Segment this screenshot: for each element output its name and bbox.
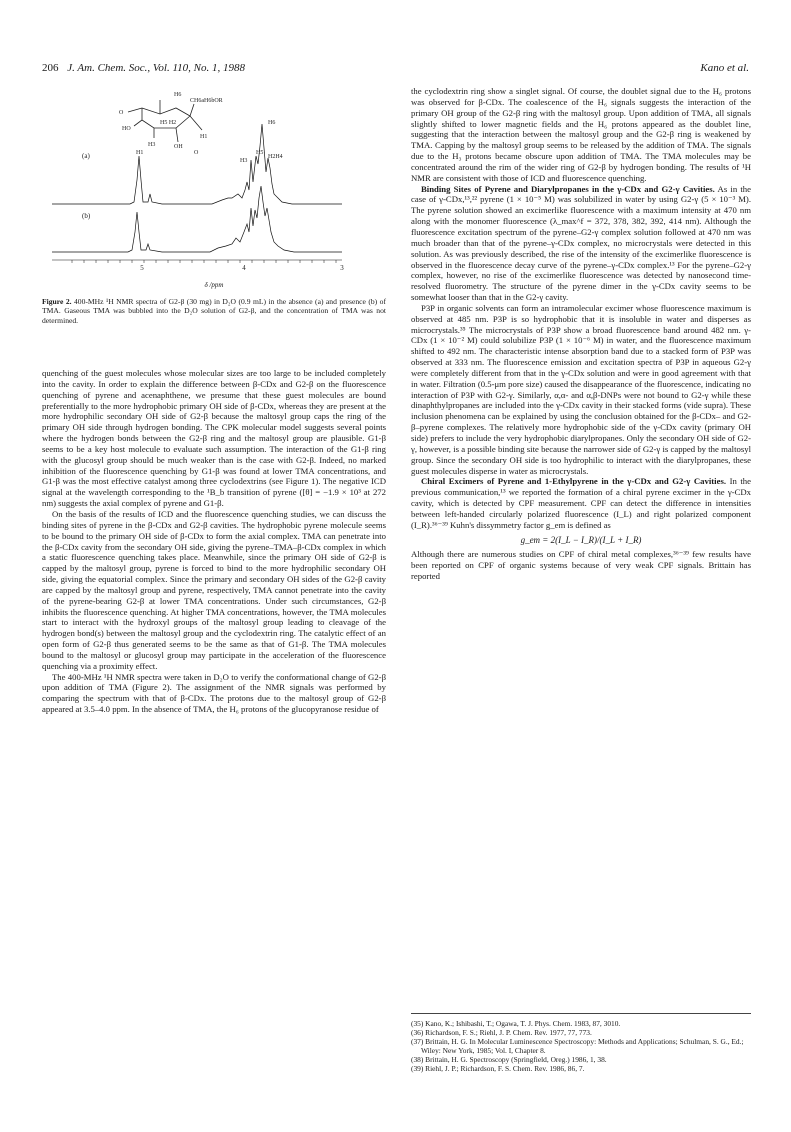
page-number: 206 [42, 62, 59, 74]
panel-a-label: (a) [82, 152, 90, 160]
peak-h2h4-label: H2H4 [268, 154, 283, 160]
section-heading: Chiral Excimers of Pyrene and 1-Ethylpyrene in the γ-CDx and G2-γ Cavities. [421, 476, 726, 487]
journal-citation: J. Am. Chem. Soc., Vol. 110, No. 1, 1988 [67, 62, 245, 74]
reference-item: (37) Brittain, H. G. In Molecular Luminescence Spectroscopy: Methods and Applications; Schulman, S. G., Ed.; Wiley: New York, 1985; Vol. I, Chapter 8. [411, 1037, 744, 1056]
running-header [42, 62, 749, 78]
caption-label: Figure 2. [42, 297, 72, 306]
header-left [42, 62, 245, 74]
paragraph: quenching of the guest molecules whose molecular sizes are too large to be included completely into the cavity. In order to explain the difference between β-CDx and G2-β on the fluorescence quenching of pyrene and acenaphthene, we presume that these guest molecules are bound preferentially to the more hydrophobic primary OH side of β-CDx, whereas they are present at the more hydrophilic secondary OH side of G2-β because the maltosyl group caps the ring of the primary OH side through hydrogen bonding. The CPK molecular model suggests several points where the hydrogen bonds between the G2-β ring and the maltosyl group are plausible. G1-β seems to be a key host molecule to evaluate such assumption. The interaction of the G1-β ring with the glucosyl group should be much weaker than is the case with G2-β. Indeed, no marked inhibition of the fluorescence quenching by G1-β was found at lower TMA concentrations, and G1-β was the most effective catalyst among three cyclodextrins (see Figure 1). The negative ICD signal at the wavelength corresponding to the ¹B_b transition of pyrene ([θ] = −1.9 × 10³ at 272 nm) suggests the axial complex of pyrene and G1-β. [42, 368, 386, 509]
nmr-figure [42, 86, 386, 276]
struct-h1-label: H1 [200, 134, 208, 140]
struct-o-left-label: O [119, 110, 124, 116]
x-axis-ticks [72, 260, 336, 263]
struct-ho-label: HO [122, 126, 131, 132]
struct-h6-label: H6 [174, 92, 182, 98]
paragraph: On the basis of the results of ICD and the fluorescence quenching studies, we can discuss the binding sites of pyrene in the β-CDx and G2-β cavities. The hydrophobic pyrene molecule seems to be bound to the primary OH side of β-CDx to form the axial complex. TMA can penetrate into the β-CDx cavity from the secondary OH side, giving the pyrene–TMA–β-CDx complex in which a static fluorescence quenching takes place. Meanwhile, since the primary OH side of G2-β is capped by the maltosyl group, pyrene is forced to bind to the more hydrophilic secondary OH side, giving the equatorial complex. Since the primary and secondary OH sides of the G2-β cavity are capped by the maltosyl group and pyrene, respectively, TMA cannot penetrate into the cavity of the pyrene-bearing G2-β at lower TMA concentrations. Under such circumstances, G2-β inhibits the fluorescence quenching. At higher TMA concentrations, however, the TMA molecules start to interact with the hydroxyl groups of the maltosyl group leading to cleavage of the hydrogen bond(s) between the maltosyl group and the cyclodextrin ring. The catalytic effect of an open form of G2-β thus generated seems to be the same as that of G1-β. The TMA molecules bound to the maltosyl or glucosyl group may participate in the acceleration of the fluorescence quenching via a proximity effect. [42, 508, 386, 671]
struct-substituent-label: CH6aH6bOR [190, 98, 223, 104]
header-authors: Kano et al. [700, 62, 749, 74]
reference-item: (36) Richardson, F. S.; Riehl, J. P. Chem. Rev. 1977, 77, 773. [411, 1028, 592, 1038]
tick-label-5: 5 [140, 264, 144, 272]
figure-2 [42, 86, 386, 276]
struct-h5h2-label: H5 H2 [160, 120, 177, 126]
tick-label-4: 4 [242, 264, 246, 272]
section-heading: Binding Sites of Pyrene and Diarylpropanes in the γ-CDx and G2-γ Cavities. [421, 183, 715, 194]
struct-o-bottom-label: O [194, 150, 199, 156]
paragraph: Chiral Excimers of Pyrene and 1-Ethylpyrene in the γ-CDx and G2-γ Cavities. In the previous communication,¹³ we reported the formation of a chiral pyrene excimer in the γ-CDx cavity, which is detected by CPF measurement. CPF can detect the difference in intensities between left-handed circularly polarized fluorescence (I_L) and right polarized component (I_R).³⁶⁻³⁹ Kuhn's dissymmetry factor g_em is defined as [411, 476, 751, 530]
spectrum-a-trace [52, 124, 342, 204]
paragraph: Although there are numerous studies on CPF of chiral metal complexes,³⁶⁻³⁹ few results have been reported on CPF of organic systems because of very weak CPF signals. Brittain has reported [411, 549, 751, 582]
paragraph: the cyclodextrin ring show a singlet signal. Of course, the doublet signal due to the H₆ protons was observed for β-CDx. The coalescence of the H₆ signals suggests the interaction of the primary OH group of the G2-β ring with the maltosyl group. Upon addition of TMA, all signals slightly shifted to lower magnetic fields and the H₆ protons appeared as the doublet line, suggesting that the interaction between the maltosyl group and the G2-β ring is weakened by TMA. Capping by the maltosyl group seems to be released by the addition of TMA. The signals due to the H₃ protons became obscure upon addition of TMA. The TMA molecules may be concentrated around the rim of the wider ring of G2-β by hydrogen bonding. The results of ¹H NMR are consistent with those of ICD and fluorescence quenching. [411, 86, 751, 183]
peak-h6-label: H6 [268, 120, 276, 126]
struct-h3-label: H3 [148, 142, 156, 148]
tick-label-3: 3 [340, 264, 344, 272]
peak-h5-label: H5 [256, 150, 264, 156]
peak-h3-label: H3 [240, 158, 248, 164]
caption-text: 400-MHz ¹H NMR spectra of G2-β (30 mg) in D₂O (0.9 mL) in the absence (a) and presence (b) of TMA. Gaseous TMA was bubbled into the D₂O solution of G2-β, and the concentration of TMA was not determined. [42, 297, 386, 325]
reference-item: (35) Kano, K.; Ishibashi, T.; Ogawa, T. J. Phys. Chem. 1983, 87, 3010. [411, 1019, 621, 1028]
paragraph: P3P in organic solvents can form an intramolecular excimer whose fluorescence maximum is observed at 485 nm. P3P is so hydrophobic that it is insoluble in water and disperses as microcrystals.³⁵ The microcrystals of P3P show a broad fluorescence band around 482 nm. γ-CDx (1 × 10⁻² M) could solubilize P3P (1 × 10⁻⁶ M) in water, and the fluorescence maximum shifted to 492 nm. The characteristic intense absorption band due to a stacked form of P3P was observed at 333 nm. The fluorescence emission and excitation spectra of P3P in aqueous G2-γ were completely different from that in the γ-CDx solution and were in good agreement with that in water. Filtration (0.5-μm pore size) caused the disappearance of the fluorescence, indicating no interaction of P3P with G2-γ. Similarly, α,α- and α,β-DNPs were not bound to G2-γ while these dinaphthylpropanes are included into the γ-CDx cavity in their stacked forms (vide supra). These inclusion phenomena can be explained by using the conclusion obtained for the β-CDx– and G2-β–pyrene complexes. The relatively more hydrophobic side of the γ-CDx cavity (primary OH side) prefers to include the very hydrophobic diarylpropanes. Only the secondary OH side of G2-γ, however, is a possible binding site because the narrower side of G2-γ is capped by the maltosyl group. Since the secondary OH side is too hydrophilic to interact with the diarylpropanes, these guest molecules disperse in water as microcrystals. [411, 302, 751, 476]
struct-oh-label: OH [174, 144, 183, 150]
figure-caption [42, 297, 386, 325]
left-column [42, 368, 386, 715]
right-column [411, 86, 751, 582]
axis-label: δ /ppm [204, 281, 224, 289]
paragraph: Binding Sites of Pyrene and Diarylpropanes in the γ-CDx and G2-γ Cavities. As in the case of γ-CDx,¹³,²² pyrene (1 × 10⁻⁵ M) was solubilized in water by using G2-γ (5 × 10⁻³ M). The pyrene solution showed an excimerlike fluorescence with a maximum intensity at 470 nm along with the monomer fluorescence (λ_max^f = 372, 378, 382, 392, 414 nm). Although the fluorescence excitation spectrum of the pyrene–G2-γ complex solution followed at 470 nm was much broader than that of the pyrene–γ-CDx complex, no microcrystals were detected in this solution. As was previously described, the rise of the intensity of the excimerlike fluorescence is observed in the fluorescence decay curve of the pyrene–γ-CDx complex.¹³ For the pyrene–G2-γ complex, however, no rise of the excimerlike fluorescence was detected by nanosecond time-resolved fluorometry. The structure of the pyrene dimer in the γ-CDx cavity seems to be somewhat looser than that in the G2-γ cavity. [411, 183, 751, 303]
paragraph: The 400-MHz ¹H NMR spectra were taken in D₂O to verify the conformational change of G2-β upon addition of TMA (Figure 2). The assignment of the NMR signals was performed by comparing the spectrum with that of β-CDx. The protons due to the maltosyl group of G2-β appeared at 3.5–4.0 ppm. In the absence of TMA, the H₆ protons of the glucopyranose residue of [42, 671, 386, 715]
peak-h1-label: H1 [136, 150, 144, 156]
panel-b-label: (b) [82, 212, 91, 220]
reference-item: (39) Riehl, J. P.; Richardson, F. S. Chem. Rev. 1986, 86, 7. [411, 1064, 585, 1074]
reference-item: (38) Brittain, H. G. Spectroscopy (Springfield, Oreg.) 1986, 1, 38. [411, 1055, 607, 1065]
spectrum-b-trace [52, 186, 342, 252]
equation: g_em = 2(I_L − I_R)/(I_L + I_R) [520, 534, 642, 545]
references [411, 1013, 751, 1074]
